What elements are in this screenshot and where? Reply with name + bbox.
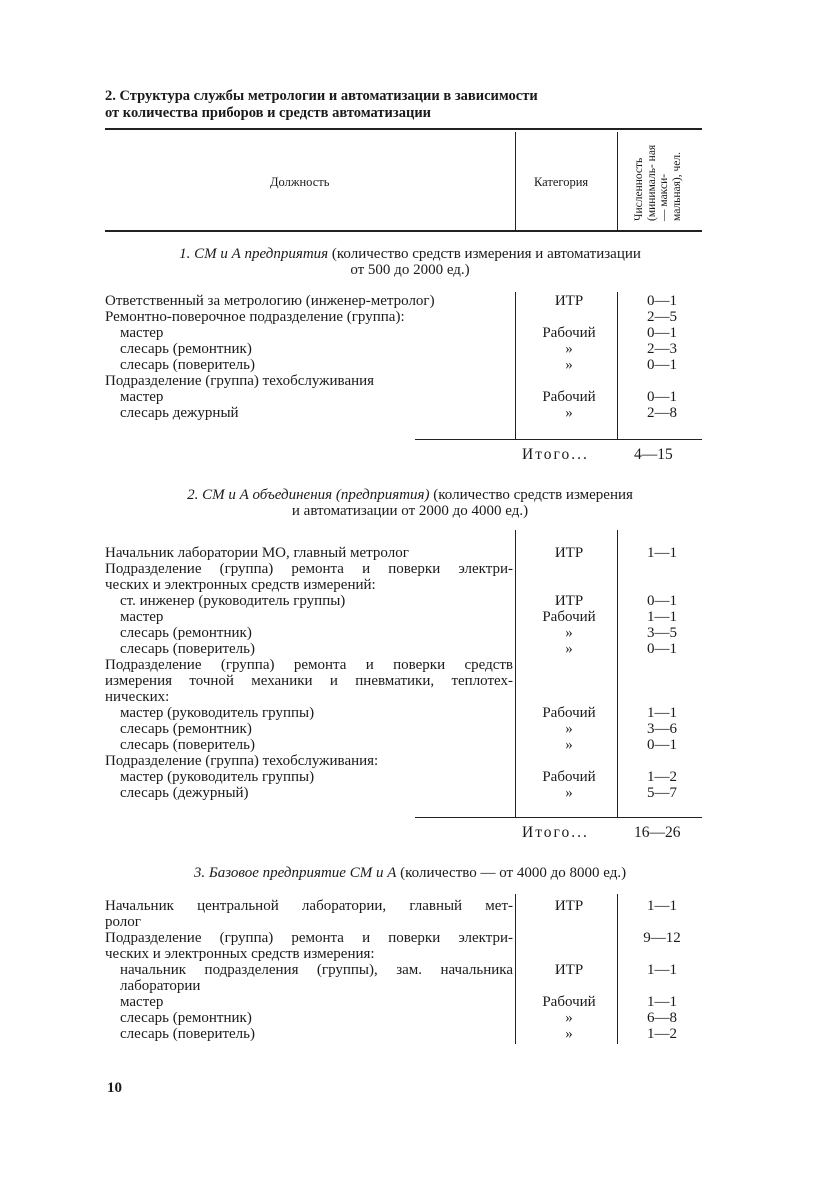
header-count-label: Численность (минималь- ная — макси- мальная), чел. [633, 144, 683, 221]
row-position: Ответственный за метрологию (инженер-метролог) [105, 293, 435, 309]
header-divider-1 [515, 132, 516, 230]
row-category: ИТР [554, 898, 584, 914]
table-row [0, 962, 840, 978]
row-count: 0—1 [647, 325, 677, 341]
row-category: Рабочий [542, 609, 596, 625]
row-category: » [565, 341, 573, 357]
row-category: » [565, 1026, 573, 1042]
header-bottom-rule [105, 230, 702, 232]
section-1-heading [110, 246, 710, 278]
table-row [0, 577, 840, 593]
row-count: 1—1 [647, 898, 677, 914]
row-count: 0—1 [647, 641, 677, 657]
row-position: слесарь (ремонтник) [120, 721, 252, 737]
section-2-heading-line2: и автоматизации от 2000 до 4000 ед.) [291, 503, 529, 519]
table-row [0, 389, 840, 405]
section-2-heading-title: 2. СМ и А объединения (предприятия) [187, 487, 430, 503]
row-position: слесарь (поверитель) [120, 357, 255, 373]
section-3-heading [110, 865, 710, 881]
row-count: 2—8 [647, 405, 677, 421]
table-row [0, 721, 840, 737]
row-position: мастер [120, 325, 164, 341]
row-count: 1—2 [647, 1026, 677, 1042]
row-category: » [565, 737, 573, 753]
page-number: 10 [107, 1080, 122, 1096]
row-category: » [565, 721, 573, 737]
section-3-heading-rest: (количество — от 4000 до 8000 ед.) [396, 865, 627, 881]
header-count [612, 140, 704, 220]
row-position: мастер (руководитель группы) [120, 705, 315, 721]
table-row [0, 994, 840, 1010]
table-row [0, 689, 840, 705]
section-2-heading-rest: (количество средств измерения [429, 487, 633, 503]
row-category: Рабочий [542, 325, 596, 341]
table-row [0, 785, 840, 801]
table-title [105, 88, 665, 122]
row-position: ческих и электронных средств измерений: [105, 577, 376, 593]
row-position: Ремонтно-поверочное подразделение (группа): [105, 309, 405, 325]
row-position: измерения точной механики и пневматики, теплотех- [105, 673, 513, 689]
header-top-rule [105, 128, 702, 130]
row-count: 1—2 [647, 769, 677, 785]
row-count: 0—1 [647, 737, 677, 753]
table-title-line1: 2. Структура службы метрологии и автоматизации в зависимости [105, 88, 538, 104]
table-row [0, 1026, 840, 1042]
row-position: Подразделение (группа) ремонта и поверки средств [105, 657, 513, 673]
table-row [0, 930, 840, 946]
table-row [0, 609, 840, 625]
section-2-total-label: Итого... [522, 824, 589, 841]
row-position: мастер [120, 389, 164, 405]
section-2-total-value: 16—26 [634, 824, 681, 841]
header-category: Категория [534, 175, 589, 189]
row-position: начальник подразделения (группы), зам. начальника [120, 962, 513, 978]
section-1-heading-title: 1. СМ и А предприятия [179, 246, 329, 262]
row-position: мастер (руководитель группы) [120, 769, 315, 785]
table-row [0, 593, 840, 609]
row-category: ИТР [554, 293, 584, 309]
row-count: 1—1 [647, 545, 677, 561]
header-position: Должность [270, 175, 330, 189]
table-row [0, 657, 840, 673]
row-position: Начальник лаборатории МО, главный метролог [105, 545, 409, 561]
row-position: слесарь (ремонтник) [120, 1010, 252, 1026]
table-row [0, 753, 840, 769]
table-row [0, 561, 840, 577]
row-category: » [565, 625, 573, 641]
row-count: 5—7 [647, 785, 677, 801]
row-position: ролог [105, 914, 141, 930]
row-count: 1—1 [647, 609, 677, 625]
row-count: 3—6 [647, 721, 677, 737]
row-position: нических: [105, 689, 170, 705]
table-row [0, 357, 840, 373]
row-position: слесарь дежурный [120, 405, 239, 421]
row-category: » [565, 641, 573, 657]
table-row [0, 1010, 840, 1026]
row-position: ческих и электронных средств измерения: [105, 946, 375, 962]
row-position: Подразделение (группа) техобслуживания [105, 373, 375, 389]
section-1-heading-line2: от 500 до 2000 ед.) [350, 262, 470, 278]
row-position: слесарь (ремонтник) [120, 625, 252, 641]
section-2-total-rule [415, 817, 702, 818]
row-position: Подразделение (группа) ремонта и поверки электри- [105, 930, 513, 946]
table-row [0, 769, 840, 785]
row-count: 1—1 [647, 962, 677, 978]
row-count: 0—1 [647, 593, 677, 609]
table-row [0, 737, 840, 753]
row-position: слесарь (поверитель) [120, 737, 255, 753]
row-category: Рабочий [542, 769, 596, 785]
section-3-heading-title: 3. Базовое предприятие СМ и А [193, 865, 397, 881]
table-row [0, 625, 840, 641]
row-category: ИТР [554, 962, 584, 978]
table-row [0, 341, 840, 357]
row-category: » [565, 785, 573, 801]
row-count: 0—1 [647, 389, 677, 405]
row-position: Подразделение (группа) ремонта и поверки электри- [105, 561, 513, 577]
table-row [0, 293, 840, 309]
table-row [0, 898, 840, 914]
row-count: 2—3 [647, 341, 677, 357]
row-category: Рабочий [542, 705, 596, 721]
row-count: 3—5 [647, 625, 677, 641]
row-position: слесарь (ремонтник) [120, 341, 252, 357]
row-count: 1—1 [647, 705, 677, 721]
table-row [0, 405, 840, 421]
table-row [0, 309, 840, 325]
row-position: ст. инженер (руководитель группы) [120, 593, 346, 609]
table-row [0, 946, 840, 962]
section-1-total-label: Итого... [522, 446, 589, 463]
row-position: слесарь (поверитель) [120, 1026, 255, 1042]
row-category: » [565, 357, 573, 373]
row-position: слесарь (дежурный) [120, 785, 249, 801]
row-position: лаборатории [120, 978, 201, 994]
table-row [0, 545, 840, 561]
row-position: Подразделение (группа) техобслуживания: [105, 753, 379, 769]
row-position: мастер [120, 609, 164, 625]
row-category: ИТР [554, 593, 584, 609]
row-count: 2—5 [647, 309, 677, 325]
row-count: 6—8 [647, 1010, 677, 1026]
table-row [0, 914, 840, 930]
section-2-heading [110, 487, 710, 519]
table-row [0, 373, 840, 389]
table-row [0, 325, 840, 341]
row-category: Рабочий [542, 994, 596, 1010]
row-position: мастер [120, 994, 164, 1010]
row-count: 1—1 [647, 994, 677, 1010]
row-count: 9—12 [643, 930, 681, 946]
table-title-line2: от количества приборов и средств автоматизации [105, 105, 432, 121]
row-position: слесарь (поверитель) [120, 641, 255, 657]
row-count: 0—1 [647, 293, 677, 309]
table-row [0, 978, 840, 994]
table-row [0, 673, 840, 689]
row-category: » [565, 405, 573, 421]
section-1-heading-rest: (количество средств измерения и автоматизации [328, 246, 641, 262]
row-category: » [565, 1010, 573, 1026]
table-row [0, 705, 840, 721]
table-row [0, 641, 840, 657]
row-count: 0—1 [647, 357, 677, 373]
row-category: Рабочий [542, 389, 596, 405]
row-position: Начальник центральной лаборатории, главный мет- [105, 898, 513, 914]
section-1-total-value: 4—15 [634, 446, 673, 463]
section-1-total-rule [415, 439, 702, 440]
row-category: ИТР [554, 545, 584, 561]
